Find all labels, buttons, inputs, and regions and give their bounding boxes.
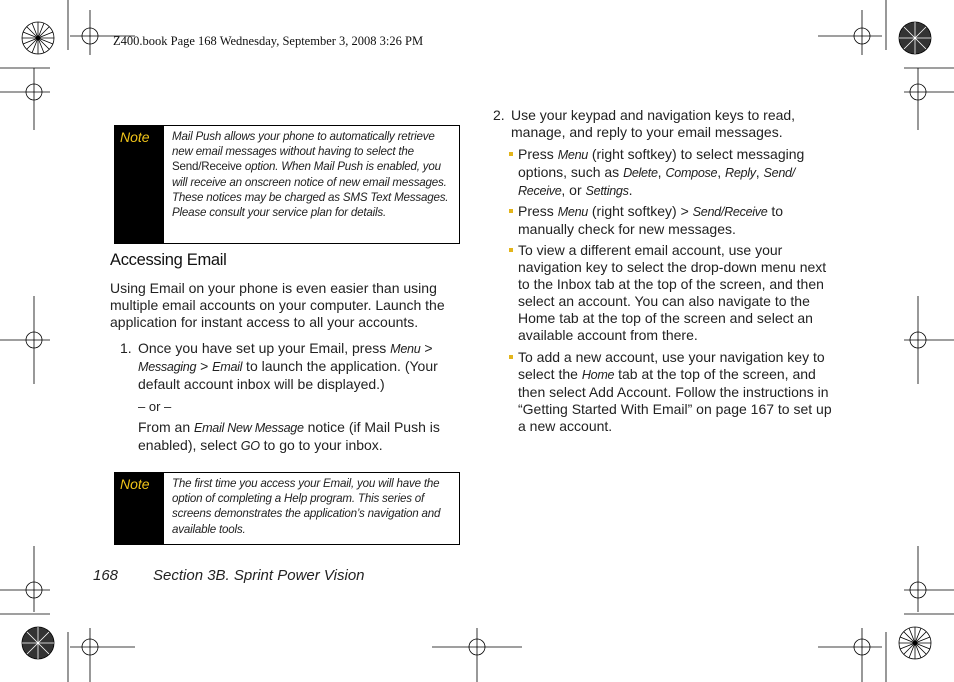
registration-starburst-icon: [899, 627, 931, 659]
note-text: The first time you access your Email, you will have the option of completing a Help program. This series of screens demonstrates the application’s navigation and available tools.: [172, 477, 441, 536]
registration-starburst-icon: [22, 22, 54, 54]
step-number: 2.: [493, 107, 505, 123]
section-footer: Section 3B. Sprint Power Vision: [153, 567, 365, 584]
page-number: 168: [93, 567, 119, 584]
bullet-icon: [509, 152, 513, 156]
list-item: To view a different email account, use your navigation key to select the drop-down menu next to the Inbox tab at the top of the screen, and then select an account. You can also navigate to the Home tab at the top of the screen and select an available account from there.: [509, 242, 835, 344]
or-separator: – or –: [138, 399, 172, 414]
bullet-icon: [509, 209, 513, 213]
intro-paragraph: Using Email on your phone is even easier than using multiple email accounts on your computer. Launch the application for instant access to all your accounts.: [110, 280, 445, 330]
note-text: Mail Push allows your phone to automatically retrieve new email messages without having to select the Send/Receive option. When Mail Push is enabled, you will receive an onscreen notice of new email messages. These notices may be charged as SMS Text Messages. Please consult your service plan for details.: [172, 130, 449, 220]
note-label: Note: [115, 126, 164, 243]
registration-starburst-icon: [22, 627, 54, 659]
bullet-icon: [509, 355, 513, 359]
step-1-alt-text: From an Email New Message notice (if Mail Push is enabled), select GO to go to your inbox.: [138, 419, 440, 453]
step-2-text: Use your keypad and navigation keys to read, manage, and reply to your email messages.: [511, 107, 796, 140]
registration-starburst-icon: [899, 22, 931, 54]
list-item: To add a new account, use your navigation key to select the Home tab at the top of the screen, and then select Add Account. Follow the instructions in “Getting Started With Email” on page 167 to set up a new account.: [509, 349, 835, 435]
note-box: [114, 472, 460, 545]
page-header: Z400.book Page 168 Wednesday, September 3, 2008 3:26 PM: [113, 34, 424, 48]
list-item: Press Menu (right softkey) to select messaging options, such as Delete, Compose, Reply, Send/ Receive, or Settings.: [509, 146, 835, 200]
step-1-text: Once you have set up your Email, press Menu > Messaging > Email to launch the application. (Your default account inbox will be displayed.): [138, 340, 438, 392]
list-item: Press Menu (right softkey) > Send/Receive to manually check for new messages.: [509, 203, 835, 238]
note-box: [114, 125, 460, 244]
step-number: 1.: [120, 340, 132, 356]
section-heading: Accessing Email: [110, 251, 227, 269]
note-label: Note: [115, 473, 164, 544]
bullet-icon: [509, 248, 513, 252]
